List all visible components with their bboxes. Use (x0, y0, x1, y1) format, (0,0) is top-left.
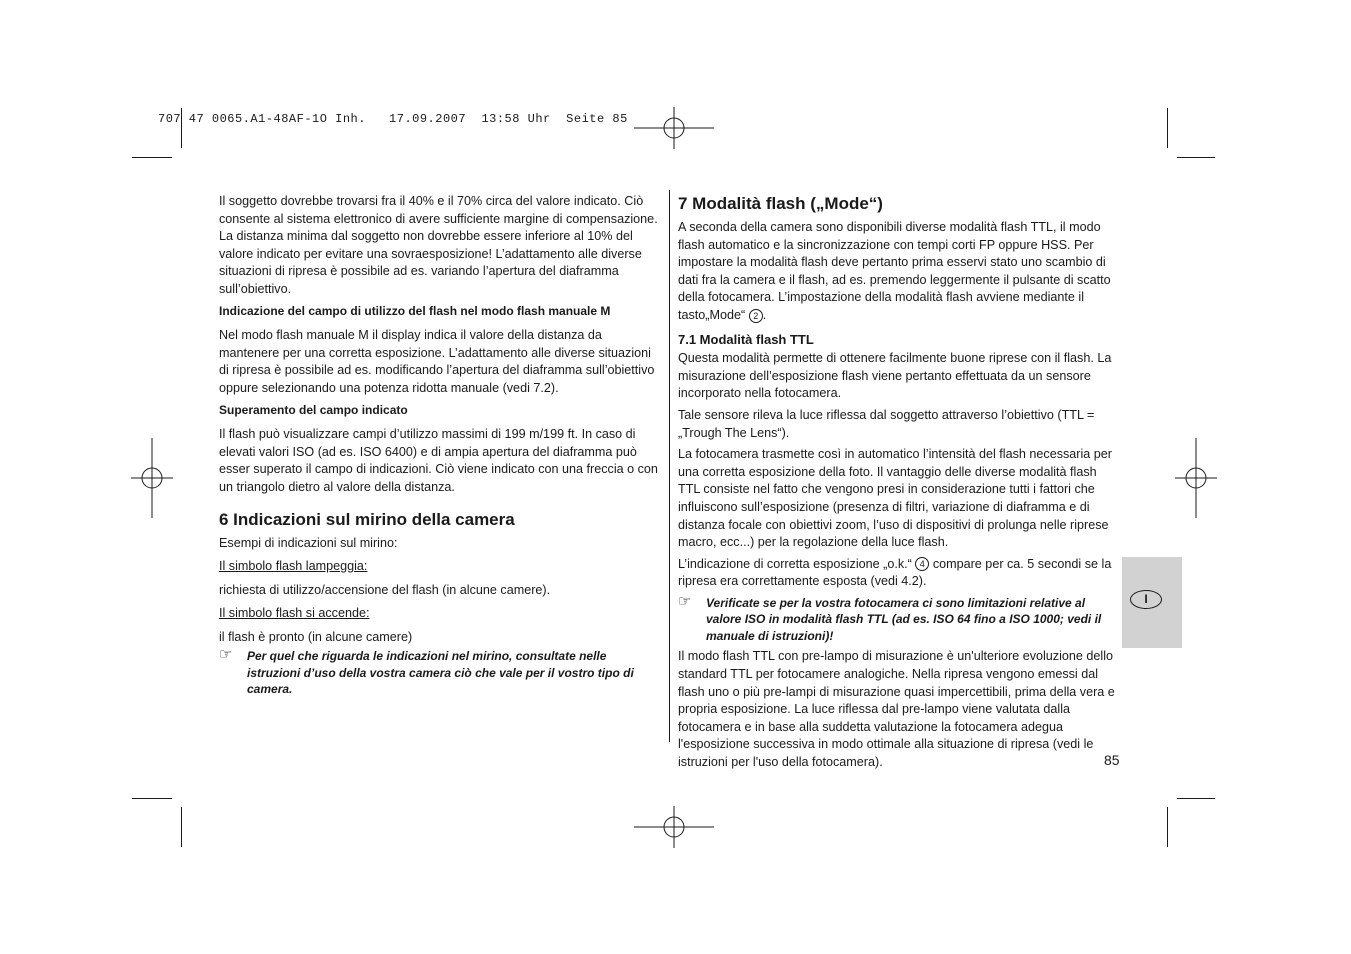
paragraph: il flash è pronto (in alcune camere) (219, 629, 413, 644)
paragraph: Questa modalità permette di ottenere facilmente buone riprese con il flash. La misurazione dell’esposizione flash viene pertanto effettuata da un sensore incorporato nella fotocamera. (678, 351, 1112, 401)
registration-mark-right (1175, 438, 1217, 518)
section-heading-7: 7 Modalità flash („Mode“) (678, 194, 883, 213)
left-column (219, 193, 659, 698)
crop-mark (1167, 807, 1168, 847)
paragraph: Tale sensore rileva la luce riflessa dal soggetto attraverso l’obiettivo (TTL = „Trough The Lens“). (678, 407, 1095, 440)
paragraph-text: L’indicazione di corretta esposizione „o.k.“ (678, 556, 912, 571)
paragraph: Il modo flash TTL con pre-lampo di misurazione è un'ulteriore evoluzione dello standard TTL per fotocamere analogiche. Nella ripresa vengono emessi dal flash uno o più pre-lampi di misurazione quasi impercettibili, prima della vera e propria esposizione. La luce riflessa dal pre-lampo viene valutata dalla fotocamera e in base alla suddetta valutazione la fotocamera adegua l'esposizione successiva in modo ottimale alla situazione di ripresa (vedi le istruzioni per l'uso della fotocamera). (678, 649, 1115, 769)
note (219, 648, 659, 698)
note-text: Per quel che riguarda le indicazioni nel mirino, consultate nelle istruzioni d’uso della vostra camera ciò che vale per il vostro tipo di camera. (247, 649, 634, 697)
subheading-range-exceeded: Superamento del campo indicato (219, 402, 408, 417)
note-text: Verificate se per la vostra fotocamera ci sono limitazioni relative al valore ISO in modalità flash TTL (ad es. ISO 64 fino a ISO 1000; vedi il manuale di istruzioni)! (706, 595, 1102, 643)
paragraph-text: compare per ca. 5 secondi se la ripresa era correttamente esposta (vedi 4.2). (678, 556, 1112, 589)
print-slug: 707 47 0065.A1-48AF-1O Inh. 17.09.2007 13:58 Uhr Seite 85 (158, 112, 628, 126)
crop-mark (132, 798, 172, 799)
note (678, 592, 1121, 645)
registration-mark-bottom (634, 806, 714, 848)
underlined-label: Il simbolo flash si accende: (219, 606, 370, 621)
registration-mark-top (634, 107, 714, 149)
paragraph: La fotocamera trasmette così in automatico l’intensità del flash necessaria per una corretta esposizione della foto. Il vantaggio delle diverse modalità flash TTL consiste nel fatto che vengono presi in considerazione tutti i fattori che influiscono sull’esposizione (presenza di filtri, variazione di diaframma e di distanza focale con obiettivi zoom, l’uso di dispositivi di prolunga nelle riprese macro, ecc...) per la regolazione della luce flash. (678, 447, 1113, 550)
right-column (678, 193, 1121, 776)
crop-mark (181, 807, 182, 847)
crop-mark (1167, 108, 1168, 148)
paragraph: Nel modo flash manuale M il display indica il valore della distanza da mantenere per una corretta esposizione. L’adattamento alle diverse situazioni di ripresa è possibile ad es. modificando l’apertura del diaframma sull’obiettivo oppure selezionando una potenza ridotta manuale (vedi 7.2). (219, 328, 655, 395)
paragraph: Esempi di indicazioni sul mirino: (219, 535, 398, 550)
pointing-hand-icon: ☞ (219, 646, 233, 664)
crop-mark (1177, 157, 1215, 158)
page-number: 85 (1104, 752, 1120, 768)
registration-mark-left (131, 438, 173, 518)
subheading-manual-mode: Indicazione del campo di utilizzo del flash nel modo flash manuale M (219, 303, 611, 318)
paragraph: Il flash può visualizzare campi d’utilizzo massimi di 199 m/199 ft. In caso di elevati valori ISO (ad es. ISO 6400) e di ampia apertura del diaframma può esser superato il campo di indicazioni. Ciò viene indicato con una freccia o con un triangolo dietro al valore della distanza. (219, 427, 658, 494)
paragraph: A seconda della camera sono disponibili diverse modalità flash TTL, il modo flash automatico e la sincronizzazione con tempi corti FP oppure HSS. Per impostare la modalità flash deve pertanto prima esservi stato uno scambio di dati fra la camera e il flash, ad es. premendo leggermente il pulsante di scatto della fotocamera. L’impostazione della modalità flash avviene mediante il tasto„Mode“ 2 . (678, 220, 1111, 322)
paragraph (678, 556, 1121, 591)
paragraph: La distanza minima dal soggetto non dovrebbe essere inferiore al 10% del valore indicato per evitare una sovraesposizione! L’adattamento alle diverse situazioni di ripresa è possibile ad es. variando l’apertura del diaframma sull’obiettivo. (219, 229, 642, 296)
paragraph: richiesta di utilizzo/accensione del flash (in alcune camere). (219, 582, 551, 597)
section-heading-6: 6 Indicazioni sul mirino della camera (219, 509, 515, 529)
paragraph: Il soggetto dovrebbe trovarsi fra il 40% e il 70% circa del valore indicato. Ciò consente al sistema elettronico di avere sufficiente margine di compensazione. (219, 194, 658, 226)
paragraph-text: A seconda della camera sono disponibili diverse modalità flash TTL, il modo flash automatico e la sincronizzazione con tempi corti FP oppure HSS. Per impostare la modalità flash deve pertanto prima esservi stato uno scambio di dati fra la camera e il flash, ad es. premendo leggermente il pulsante di scatto della fotocamera. L’impostazione della modalità flash avviene mediante il tasto„Mode“ (678, 220, 1111, 322)
language-tab (1122, 557, 1182, 648)
column-divider (669, 190, 670, 742)
underlined-label: Il simbolo flash lampeggia: (219, 559, 368, 574)
subsection-heading-7-1: 7.1 Modalità flash TTL (678, 331, 814, 347)
reference-number: 4 (915, 557, 929, 571)
pointing-hand-icon: ☞ (678, 592, 692, 610)
crop-mark (132, 157, 172, 158)
reference-number: 2 (749, 309, 763, 323)
language-label: I (1130, 590, 1162, 609)
crop-mark (1177, 798, 1215, 799)
